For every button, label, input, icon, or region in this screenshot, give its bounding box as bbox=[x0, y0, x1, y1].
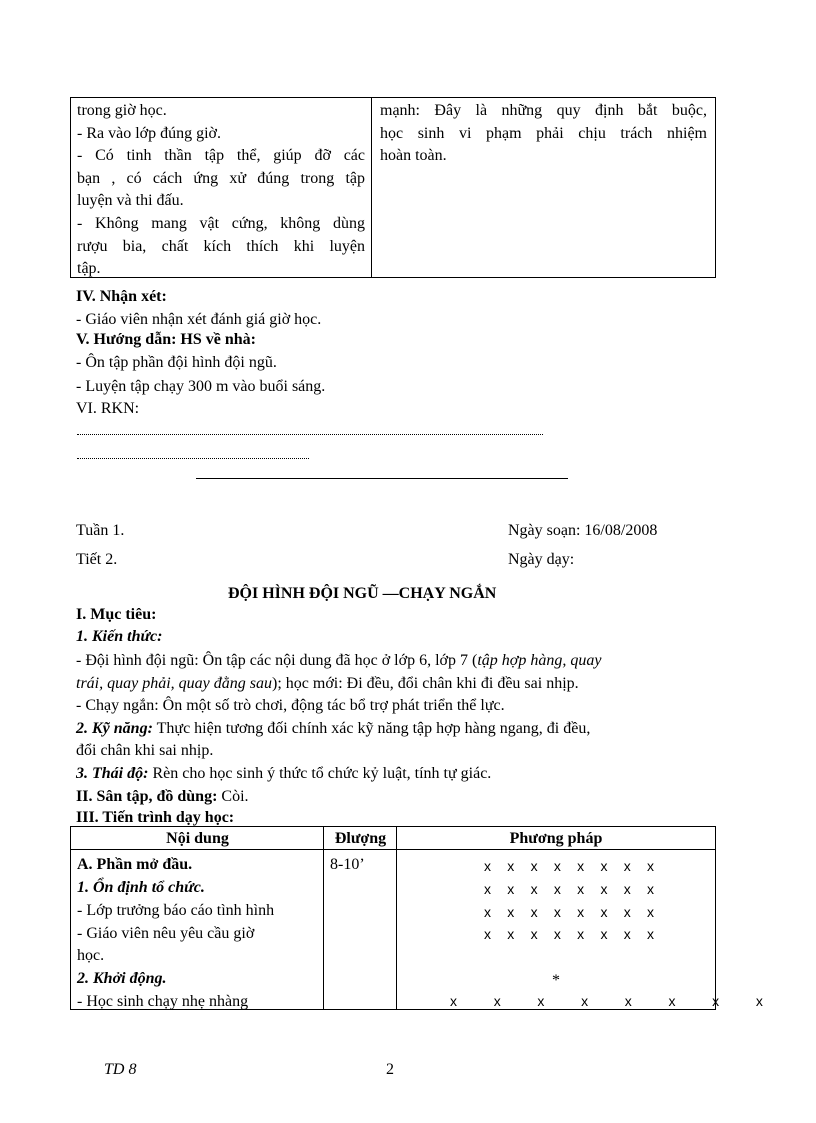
formation-row: x x x x x x x x bbox=[484, 926, 661, 942]
table-line: mạnh: Đây là những quy định bắt buộc, bbox=[380, 102, 707, 119]
content-line: - Giáo viên nêu yêu cầu giờ bbox=[77, 925, 255, 942]
table-line: luyện và thi đấu. bbox=[77, 192, 184, 210]
content-line: - Học sinh chạy nhẹ nhàng bbox=[77, 993, 249, 1010]
formation-row: x x x x x x x x bbox=[484, 881, 661, 897]
skills-line-1: 2. Kỹ năng: Thực hiện tương đối chính xác kỹ năng tập hợp hàng ngang, đi đều, bbox=[76, 720, 591, 737]
table-line: bạn , có cách ứng xử đúng trong tập bbox=[77, 169, 365, 187]
lesson-title: ĐỘI HÌNH ĐỘI NGŨ —CHẠY NGẮN bbox=[228, 585, 497, 602]
skills-line-2: đổi chân khi sai nhịp. bbox=[76, 742, 214, 759]
process-heading: III. Tiến trình dạy học: bbox=[76, 809, 235, 826]
circle-row: x x x x x x x x bbox=[450, 993, 780, 1009]
footer-left: TD 8 bbox=[104, 1061, 137, 1078]
teach-date: Ngày dạy: bbox=[508, 551, 575, 568]
top-table bbox=[70, 97, 716, 278]
separator-rule bbox=[196, 478, 568, 479]
section-iv-heading: IV. Nhận xét: bbox=[76, 288, 167, 305]
header-content: Nội dung bbox=[166, 830, 229, 847]
content-line: học. bbox=[77, 947, 105, 964]
section-v-heading: V. Hướng dẫn: HS về nhà: bbox=[76, 331, 256, 348]
header-method: Phương pháp bbox=[509, 830, 603, 847]
header-duration: Đlượng bbox=[334, 830, 387, 847]
section-iv-line: - Giáo viên nhận xét đánh giá giờ học. bbox=[76, 311, 322, 328]
duration-value: 8-10’ bbox=[330, 856, 365, 873]
formation-row: x x x x x x x x bbox=[484, 904, 661, 920]
knowledge-line-3: - Chạy ngắn: Ôn một số trò chơi, động tác bổ trợ phát triển thể lực. bbox=[76, 697, 505, 714]
teacher-marker: * bbox=[552, 972, 560, 989]
table-line: rượu bia, chất kích thích khi luyện bbox=[77, 237, 365, 255]
table-line: - Ra vào lớp đúng giờ. bbox=[77, 124, 222, 142]
attitude-line: 3. Thái độ: Rèn cho học sinh ý thức tổ chức kỷ luật, tính tự giác. bbox=[76, 765, 492, 782]
prepared-date: Ngày soạn: 16/08/2008 bbox=[508, 522, 658, 539]
formation-row: x x x x x x x x bbox=[484, 858, 661, 874]
content-line: A. Phần mở đầu. bbox=[77, 856, 193, 873]
top-table-right-cell bbox=[372, 98, 715, 277]
table-line: - Không mang vật cứng, không dùng bbox=[77, 214, 365, 232]
table-line: - Có tinh thần tập thể, giúp đỡ các bbox=[77, 147, 365, 165]
process-table bbox=[70, 826, 780, 1010]
period-label: Tiết 2. bbox=[76, 551, 118, 568]
table-line: tập. bbox=[77, 260, 101, 278]
section-v-line: - Ôn tập phần đội hình đội ngũ. bbox=[76, 354, 277, 371]
equipment-line: II. Sân tập, đồ dùng: Còi. bbox=[76, 788, 249, 805]
content-line: 1. Ổn định tổ chức. bbox=[77, 879, 205, 896]
dotted-line bbox=[77, 458, 309, 459]
table-line: học sinh vi phạm phải chịu trách nhiệm bbox=[380, 124, 707, 142]
knowledge-heading: 1. Kiến thức: bbox=[76, 628, 163, 645]
knowledge-line-2: trái, quay phải, quay đằng sau); học mới: Đi đều, đổi chân khi đi đều sai nhịp. bbox=[76, 675, 579, 692]
week-label: Tuần 1. bbox=[76, 522, 125, 539]
top-table-left-cell bbox=[71, 98, 372, 277]
content-line: - Lớp trưởng báo cáo tình hình bbox=[77, 902, 275, 919]
page-number: 2 bbox=[386, 1061, 394, 1078]
section-v-line: - Luyện tập chạy 300 m vào buổi sáng. bbox=[76, 378, 326, 395]
objectives-heading: I. Mục tiêu: bbox=[76, 606, 157, 623]
knowledge-line-1: - Đội hình đội ngũ: Ôn tập các nội dung đã học ở lớp 6, lớp 7 (tập hợp hàng, quay bbox=[76, 652, 602, 669]
content-line: 2. Khởi động. bbox=[77, 970, 167, 987]
dotted-line bbox=[77, 434, 543, 435]
table-line: trong giờ học. bbox=[77, 102, 167, 119]
table-line: hoàn toàn. bbox=[380, 147, 447, 165]
section-vi-heading: VI. RKN: bbox=[76, 400, 140, 417]
